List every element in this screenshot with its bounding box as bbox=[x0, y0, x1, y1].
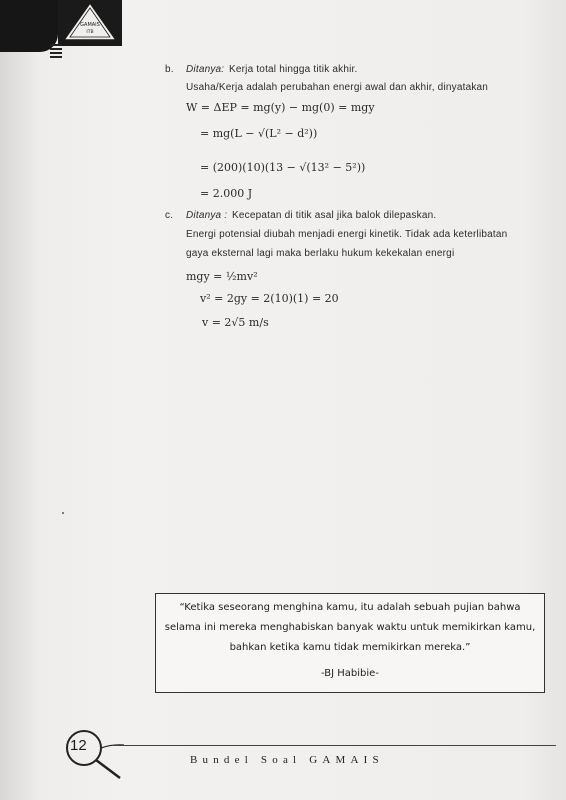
section-b-eq1: W = ΔEP = mg(y) − mg(0) = mgy bbox=[186, 101, 375, 114]
section-c-question: Kecepatan di titik asal jika balok dilepaskan. bbox=[232, 210, 437, 221]
logo-text-1: GAMAIS bbox=[80, 22, 100, 28]
section-b-eq3: = (200)(10)(13 − √(13² − 5²)) bbox=[200, 161, 366, 174]
footer-rule bbox=[112, 745, 556, 746]
section-c-explanation-1: Energi potensial diubah menjadi energi kinetik. Tidak ada keterlibatan bbox=[186, 229, 508, 240]
logo-triangle-icon bbox=[58, 0, 122, 50]
section-c-eq2: v² = 2gy = 2(10)(1) = 20 bbox=[200, 292, 339, 305]
quote-line-3: bahkan ketika kamu tidak memikirkan mereka.” bbox=[229, 642, 471, 653]
quote-author: -BJ Habibie- bbox=[321, 668, 379, 679]
section-b-eq2: = mg(L − √(L² − d²)) bbox=[200, 127, 318, 140]
section-b-question: Kerja total hingga titik akhir. bbox=[229, 64, 358, 75]
page-number: 12 bbox=[70, 737, 87, 754]
footer-title: Bundel Soal GAMAIS bbox=[190, 754, 384, 766]
section-b-eq4: = 2.000 J bbox=[200, 187, 253, 200]
gamais-logo bbox=[0, 0, 130, 60]
section-b-ditanya: Ditanya: bbox=[186, 64, 225, 75]
quote-line-2: selama ini mereka menghabiskan banyak waktu untuk memikirkan kamu, bbox=[164, 622, 536, 633]
quote-line-1: “Ketika seseorang menghina kamu, itu adalah sebuah pujian bahwa bbox=[179, 602, 521, 613]
section-b-explanation: Usaha/Kerja adalah perubahan energi awal dan akhir, dinyatakan bbox=[186, 82, 489, 93]
section-c-eq3: v = 2√5 m/s bbox=[202, 316, 269, 329]
logo-bars bbox=[50, 44, 62, 58]
section-c-eq1: mgy = ½mv² bbox=[186, 270, 258, 283]
stray-mark bbox=[62, 512, 64, 514]
section-c-ditanya: Ditanya : bbox=[186, 210, 228, 221]
section-c-explanation-2: gaya eksternal lagi maka berlaku hukum kekekalan energi bbox=[186, 248, 455, 259]
quote-box bbox=[155, 593, 545, 693]
section-b-label: b. bbox=[165, 64, 174, 75]
logo-text-2: ITB bbox=[86, 30, 94, 35]
section-c-label: c. bbox=[165, 210, 174, 221]
